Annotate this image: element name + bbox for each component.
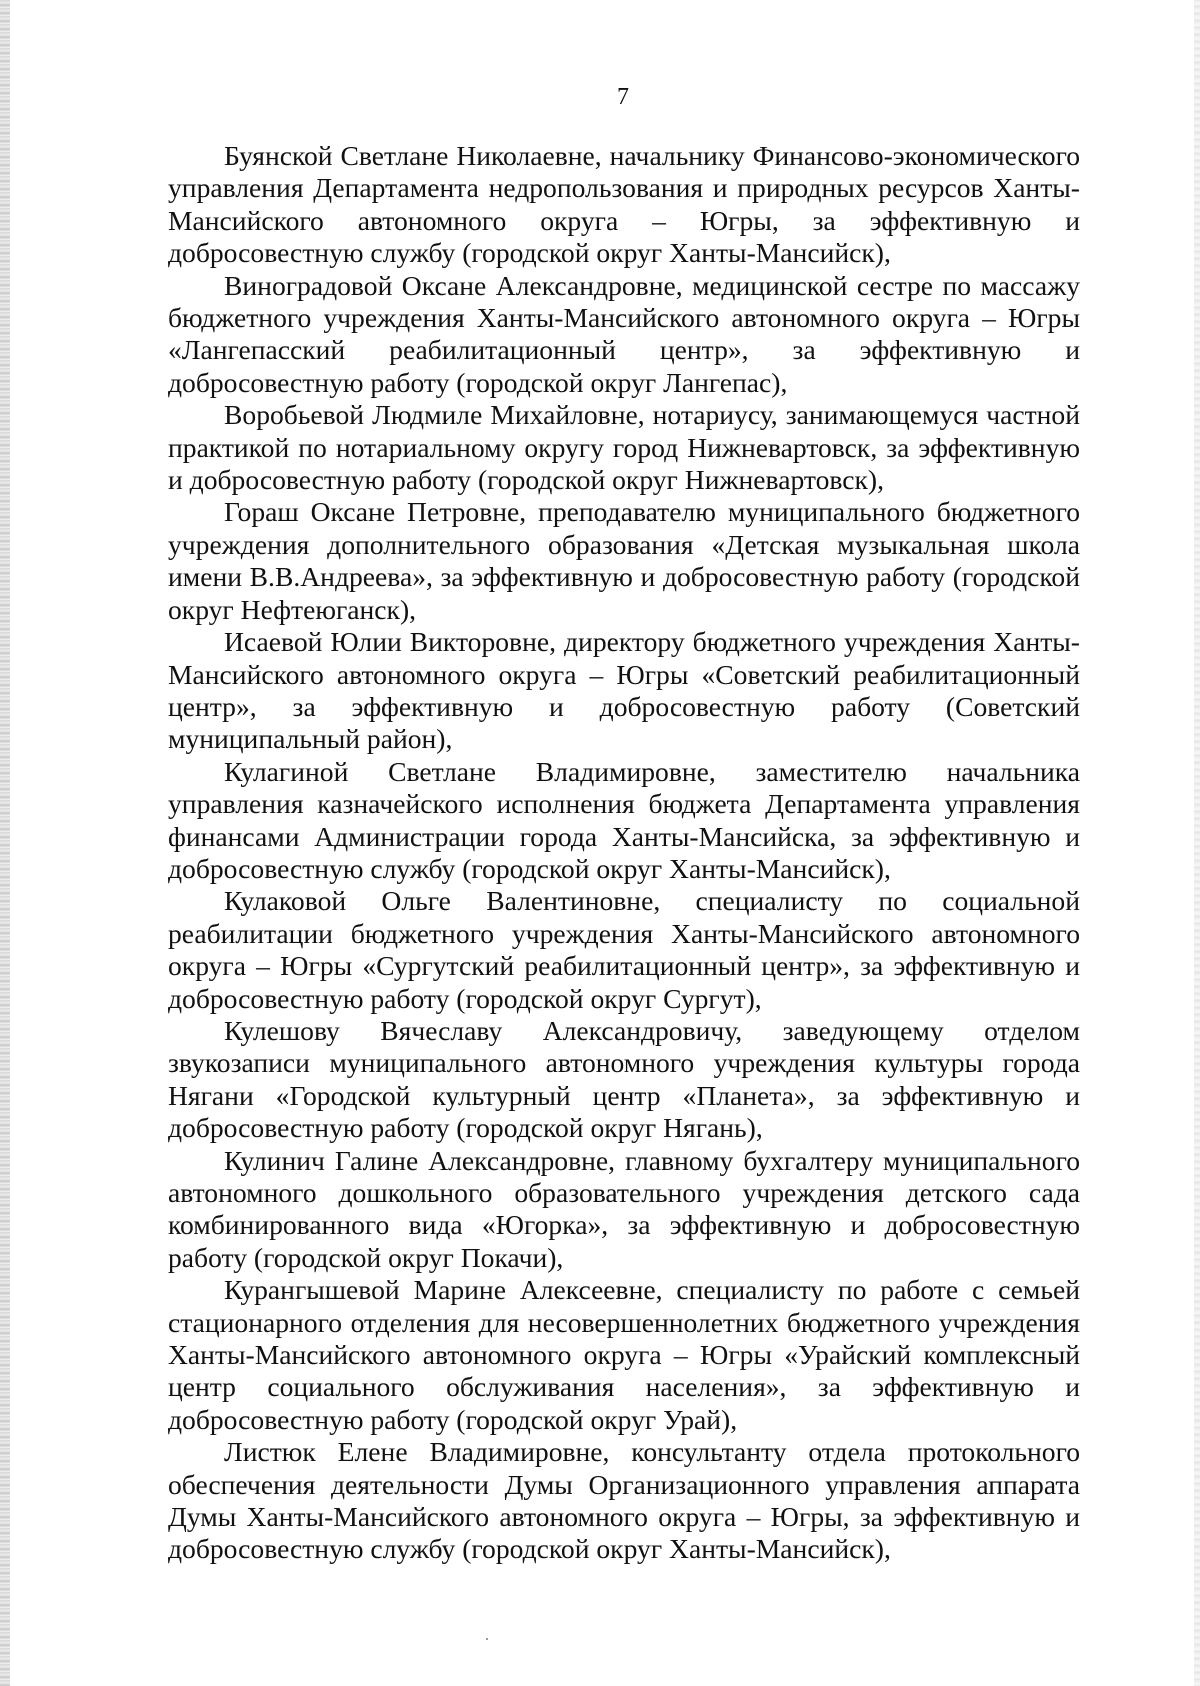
award-paragraph-kulagina: Кулагиной Светлане Владимировне, заместителю начальника управления казначейского исполнения бюджета Департамента управления финансами Администрации города Ханты-Мансийска, за эффективную и добросовестную службу (городской округ Ханты-Мансийск), [168,755,1080,884]
award-paragraph-buyanskaya: Буянской Светлане Николаевне, начальнику Финансово-экономического управления Департамента недропользования и природных ресурсов Ханты-Мансийского автономного округа – Югры, за эффективную и добросовестную службу (городской округ Ханты-Мансийск), [168,140,1080,269]
award-paragraph-kuleshov: Кулешову Вячеславу Александровичу, заведующему отделом звукозаписи муниципального автономного учреждения культуры города Нягани «Городской культурный центр «Планета», за эффективную и добросовестную работу (городской округ Нягань), [168,1014,1080,1144]
award-paragraph-listyuk: Листюк Елене Владимировне, консультанту отдела протокольного обеспечения деятельности Думы Организационного управления аппарата Думы Ханты-Мансийского автономного округа – Югры, за эффективную и добросовестную службу (городской округ Ханты-Мансийск), [168,1436,1080,1565]
award-paragraph-vinogradova: Виноградовой Оксане Александровне, медицинской сестре по массажу бюджетного учреждения Ханты-Мансийского автономного округа – Югры «Лангепасский реабилитационный центр», за эффективную и добросовестную работу (городской округ Лангепас), [168,269,1080,398]
scan-speck [486,1638,488,1640]
award-paragraph-kurangysheva: Курангышевой Марине Алексеевне, специалисту по работе с семьей стационарного отделения для несовершеннолетних бюджетного учреждения Ханты-Мансийского автономного округа – Югры «Урайский комплексный центр социального обслуживания населения», за эффективную и добросовестную работу (городской округ Урай), [168,1274,1080,1435]
scan-edge-left [0,0,10,1686]
document-body [168,140,1080,1566]
award-paragraph-isaeva: Исаевой Юлии Викторовне, директору бюджетного учреждения Ханты-Мансийского автономного округа – Югры «Советский реабилитационный центр», за эффективную и добросовестную работу (Советский муниципальный район), [168,626,1080,755]
award-paragraph-gorash: Гораш Оксане Петровне, преподавателю муниципального бюджетного учреждения дополнительного образования «Детская музыкальная школа имени В.В.Андреева», за эффективную и добросовестную работу (городской округ Нефтеюганск), [168,496,1080,625]
award-paragraph-vorobyeva: Воробьевой Людмиле Михайловне, нотариусу, занимающемуся частной практикой по нотариальному округу город Нижневартовск, за эффективную и добросовестную работу (городской округ Нижневартовск), [168,399,1080,496]
award-paragraph-kulakova: Кулаковой Ольге Валентиновне, специалисту по социальной реабилитации бюджетного учреждения Ханты-Мансийского автономного округа – Югры «Сургутский реабилитационный центр», за эффективную и добросовестную работу (городской округ Сургут), [168,885,1080,1014]
scan-edge-right [1194,0,1200,1686]
award-paragraph-kulinich: Кулинич Галине Александровне, главному бухгалтеру муниципального автономного дошкольного образовательного учреждения детского сада комбинированного вида «Югорка», за эффективную и добросовестную работу (городской округ Покачи), [168,1144,1080,1273]
page-number: 7 [617,84,629,110]
